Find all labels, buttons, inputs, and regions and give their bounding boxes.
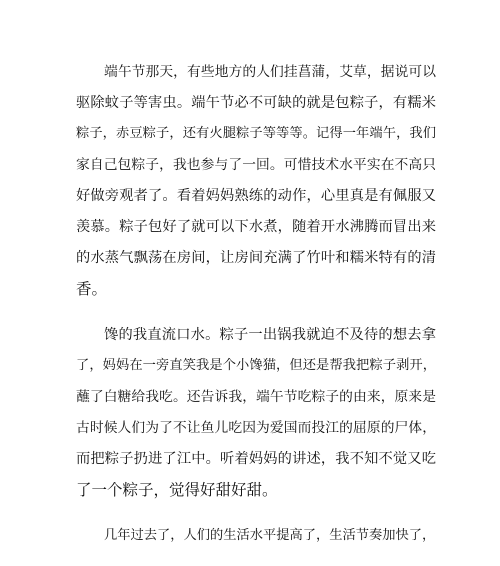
paragraph-1-line-8: 香。 <box>76 280 108 298</box>
paragraph-3-line-1: 几年过去了，人们的生活水平提高了，生活节奏加快了， <box>104 528 436 543</box>
paragraph-1-line-4: 家自己包粽子，我也参与了一回。可惜技术水平实在不高只 <box>76 157 436 173</box>
paragraph-1-line-3: 粽子，赤豆粽子，还有火腿粽子等等等。记得一年端午，我们 <box>76 126 436 141</box>
paragraph-2-line-1: 馋的我直流口水。粽子一出锅我就迫不及待的想去拿 <box>104 327 436 343</box>
paragraph-1-line-2: 驱除蚊子等害虫。端午节必不可缺的就是包粽子，有糯米 <box>76 95 436 111</box>
paragraph-2-line-6: 了一个粽子，觉得好甜好甜。 <box>76 481 278 499</box>
paragraph-1-line-6: 羡慕。粽子包好了就可以下水煮，随着开水沸腾而冒出来 <box>76 219 436 235</box>
paragraph-2-line-4: 古时候人们为了不让鱼儿吃因为爱国而投江的屈原的尸体， <box>76 420 436 436</box>
paragraph-1-line-1: 端午节那天，有些地方的人们挂菖蒲，艾草，据说可以 <box>104 64 436 80</box>
paragraph-2-line-3: 蘸了白糖给我吃。还告诉我，端午节吃粽子的由来，原来是 <box>76 389 436 405</box>
paragraph-1-line-7: 的水蒸气飘荡在房间，让房间充满了竹叶和糯米特有的清 <box>76 250 436 266</box>
paragraph-2-line-2: 了，妈妈在一旁直笑我是个小馋猫，但还是帮我把粽子剥开， <box>76 358 436 373</box>
paragraph-1-line-5: 好做旁观者了。看着妈妈熟练的动作，心里真是有佩服又 <box>76 188 436 204</box>
paragraph-2-line-5: 而把粽子扔进了江中。听着妈妈的讲述，我不知不觉又吃 <box>76 451 436 467</box>
